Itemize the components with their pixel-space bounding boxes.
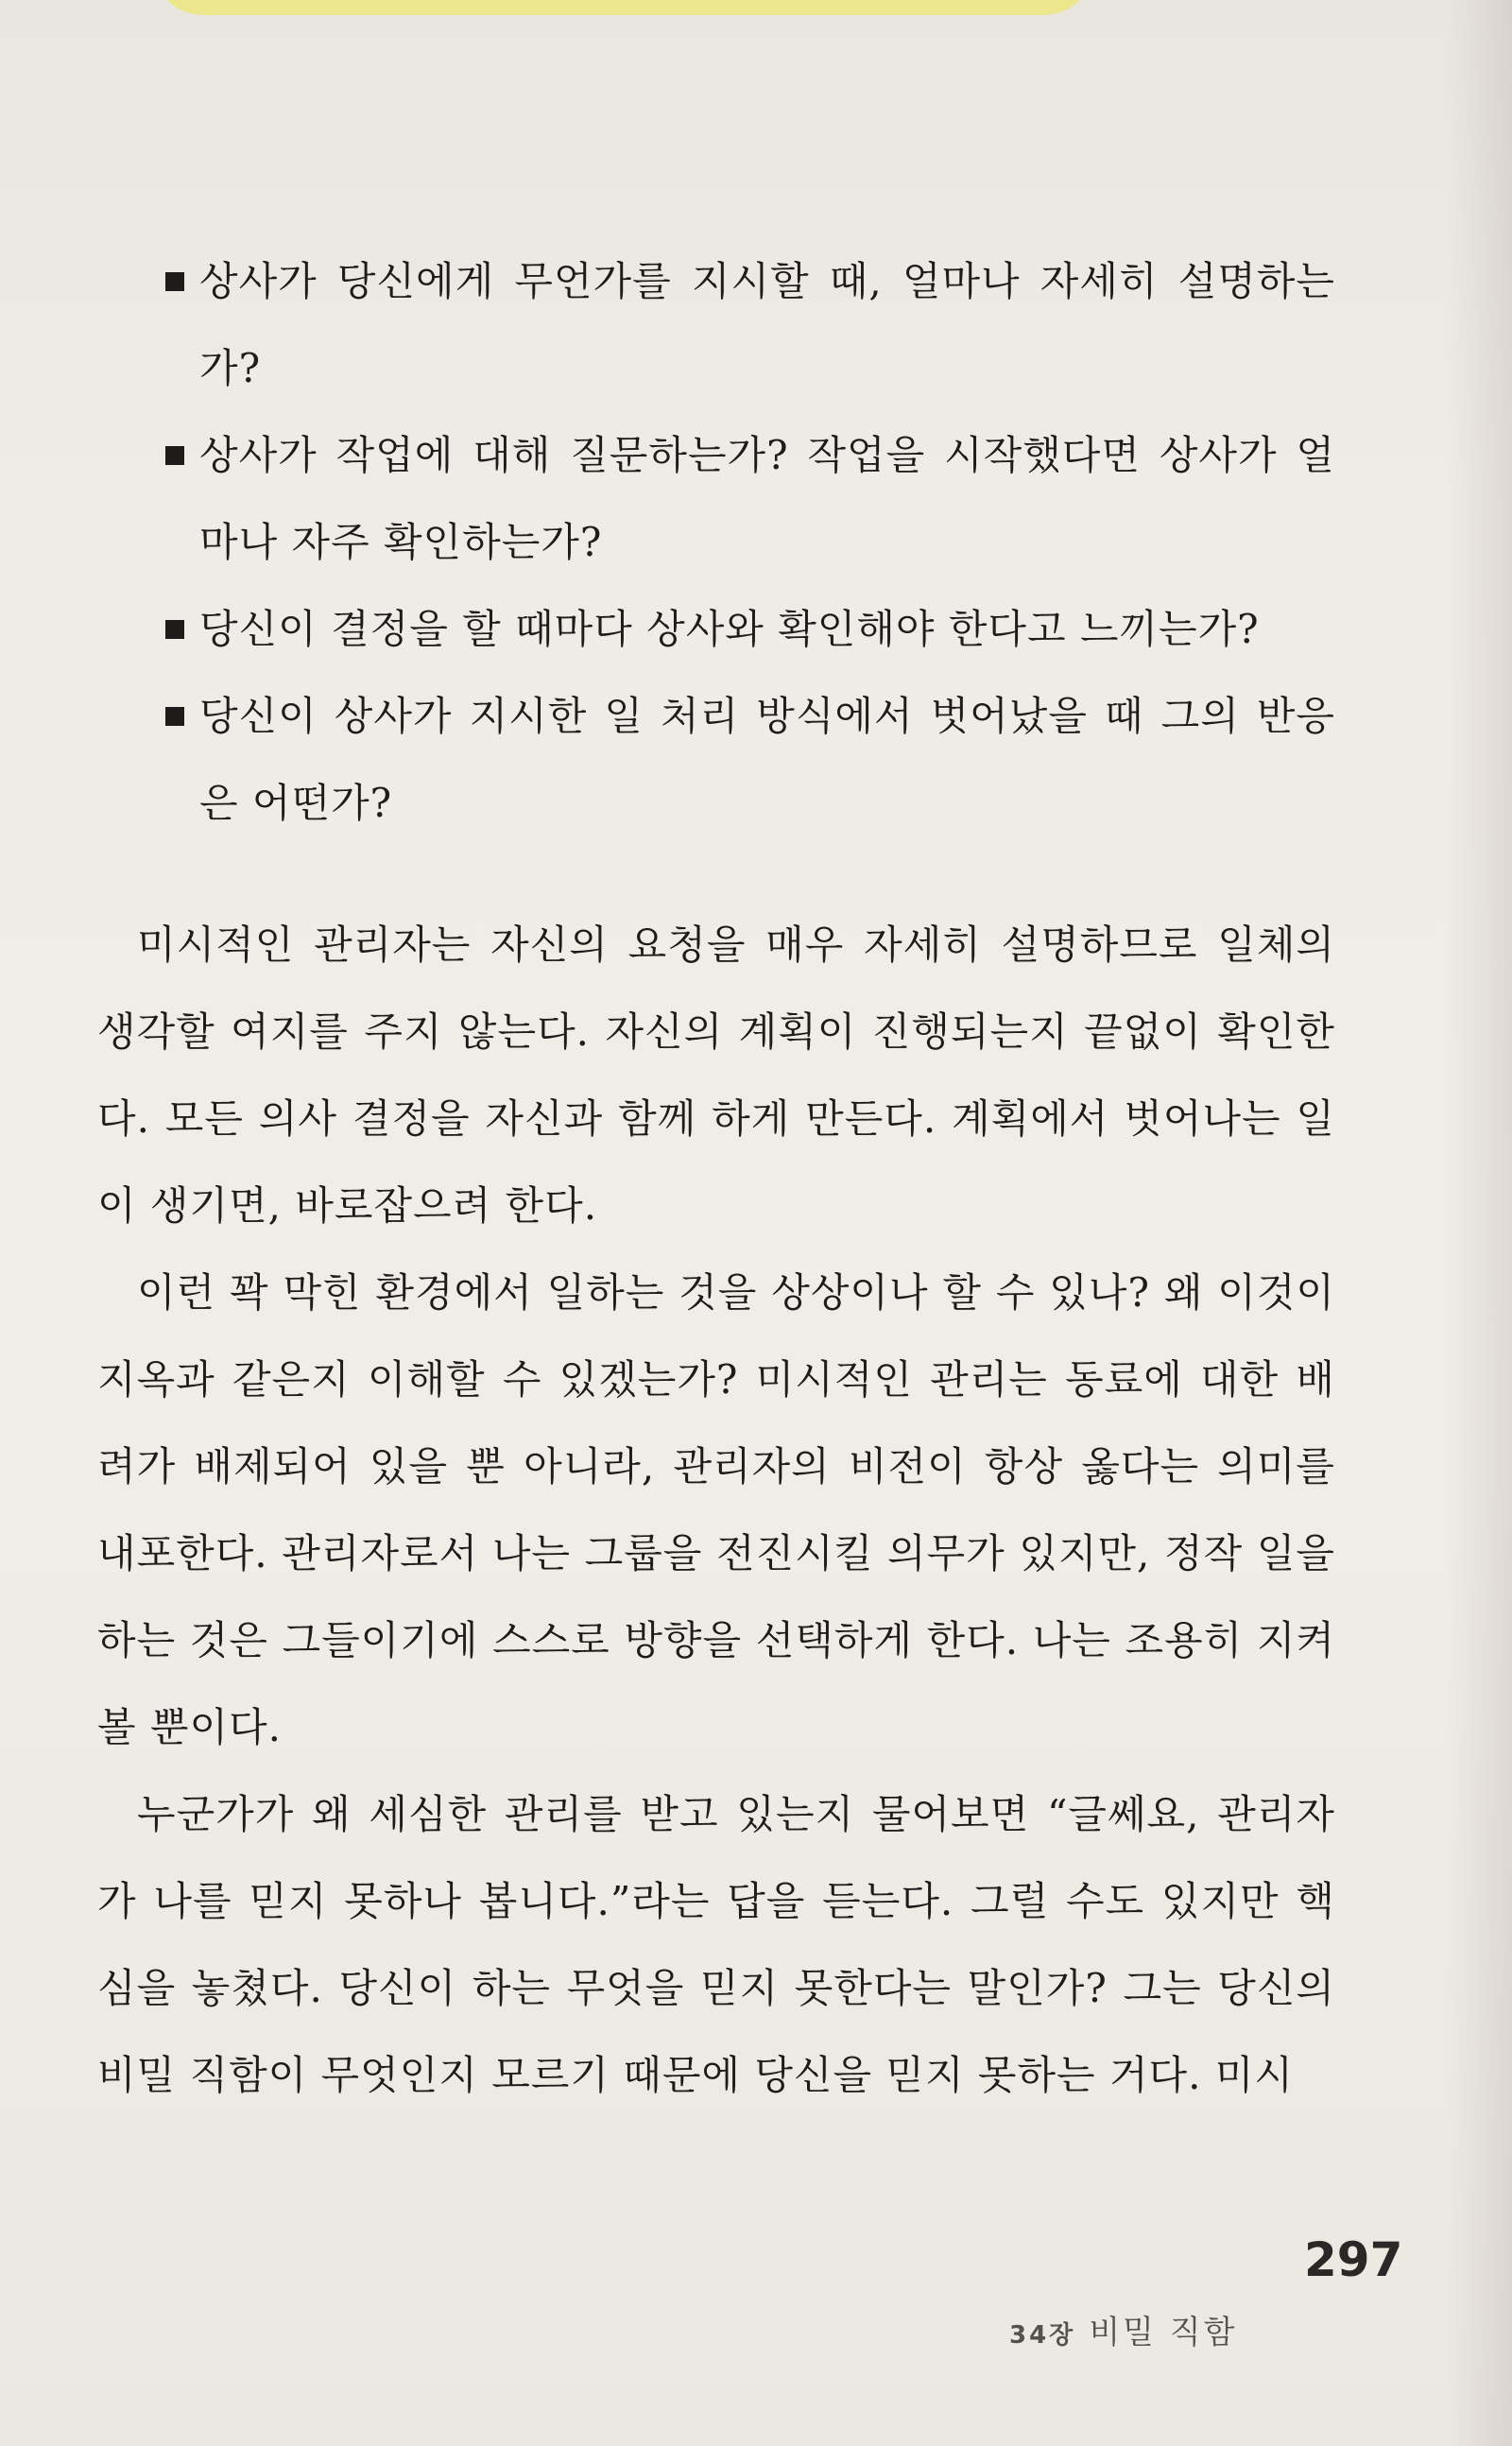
list-item (97, 673, 1335, 847)
list-item (97, 238, 1335, 412)
page-body (97, 238, 1335, 2119)
sticky-tab (151, 0, 1096, 15)
running-footer (1009, 2306, 1238, 2352)
paragraph: 이런 꽉 막힌 환경에서 일하는 것을 상상이나 할 수 있나? 왜 이것이 지옥과 같은지 이해할 수 있겠는가? 미시적인 관리는 동료에 대한 배려가 배제되어 있을 뿐 아니라, 관리자의 비전이 항상 옳다는 의미를 내포한다. 관리자로서 나는 그룹을 전진시킬 의무가 있지만, 정작 일을 하는 것은 그들이기에 스스로 방향을 선택하게 한다. 나는 조용히 지켜볼 뿐이다. (97, 1269, 1335, 1750)
list-item-text: 당신이 결정을 할 때마다 상사와 확인해야 한다고 느끼는가? (199, 606, 1260, 652)
footer-chapter: 34장 (1009, 2321, 1076, 2350)
square-bullet-icon (165, 620, 184, 639)
paragraph: 미시적인 관리자는 자신의 요청을 매우 자세히 설명하므로 일체의 생각할 여지를 주지 않는다. 자신의 계획이 진행되는지 끝없이 확인한다. 모든 의사 결정을 자신과 함께 하게 만든다. 계획에서 벗어나는 일이 생기면, 바로잡으려 한다. (97, 922, 1335, 1229)
square-bullet-icon (165, 446, 184, 465)
question-list (97, 238, 1335, 847)
list-item (97, 586, 1335, 673)
footer-title: 비밀 직함 (1089, 2314, 1238, 2351)
list-item-text: 상사가 작업에 대해 질문하는가? 작업을 시작했다면 상사가 얼마나 자주 확인하는가? (199, 432, 1335, 565)
list-item (97, 412, 1335, 586)
list-item-text: 당신이 상사가 지시한 일 처리 방식에서 벗어났을 때 그의 반응은 어떤가? (199, 693, 1335, 826)
square-bullet-icon (165, 707, 184, 726)
list-item-text: 상사가 당신에게 무언가를 지시할 때, 얼마나 자세히 설명하는가? (199, 258, 1335, 391)
square-bullet-icon (165, 272, 184, 291)
paragraph: 누군가가 왜 세심한 관리를 받고 있는지 물어보면 “글쎄요, 관리자가 나를 믿지 못하나 봅니다.”라는 답을 듣는다. 그럴 수도 있지만 핵심을 놓쳤다. 당신이 하는 무엇을 믿지 못한다는 말인가? 그는 당신의 비밀 직함이 무엇인지 모르기 때문에 당신을 믿지 못하는 거다. 미시 (97, 1791, 1335, 2098)
page-number: 297 (1304, 2232, 1403, 2287)
page-curl-shadow (1446, 0, 1512, 2446)
